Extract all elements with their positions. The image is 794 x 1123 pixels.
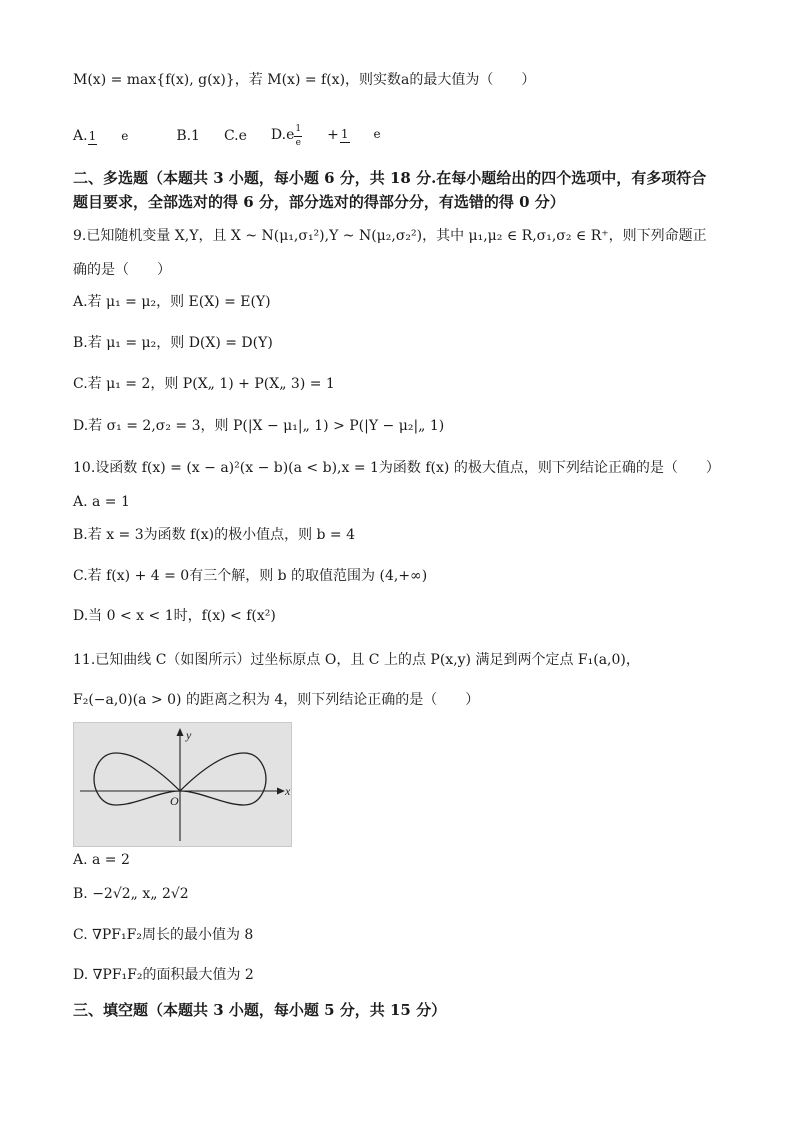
q10-option-c: C.若 f(x) + 4 = 0有三个解，则 b 的取值范围为 (4,+∞): [73, 568, 428, 584]
q8-option-c: C.e: [223, 128, 247, 144]
section2-heading-line2: 题目要求，全部选对的得 6 分，部分选对的得部分分，有选错的得 0 分）: [73, 193, 565, 211]
q11-option-a: A. a = 2: [73, 852, 130, 868]
q10-option-d: D.当 0 < x < 1时，f(x) < f(x²): [73, 608, 276, 624]
q11-stem-line1: 11.已知曲线 C（如图所示）过坐标原点 O，且 C 上的点 P(x,y) 满足到两个定点 F₁(a,0)，: [73, 652, 640, 668]
q10-stem: 10.设函数 f(x) = (x − a)²(x − b)(a < b),x = 1为函数 f(x) 的极大值点，则下列结论正确的是（ ）: [73, 460, 720, 476]
q8-option-d: D.e $^{\frac{1}{e}}$ + 1 e: [270, 123, 381, 148]
q8-options: [73, 118, 429, 154]
lemniscate-figure: [73, 722, 292, 847]
q9-stem-line1: 9.已知随机变量 X,Y，且 X ~ N(μ₁,σ₁²),Y ~ N(μ₂,σ₂²)，其中 μ₁,μ₂ ∈ R,σ₁,σ₂ ∈ R⁺，则下列命题正: [73, 228, 707, 244]
section3-heading: 三、填空题（本题共 3 小题，每小题 5 分，共 15 分）: [73, 1001, 447, 1019]
section2-heading-line1: 二、多选题（本题共 3 小题，每小题 6 分，共 18 分.在每小题给出的四个选项中，有多项符合: [73, 169, 707, 187]
q9-option-a: A.若 μ₁ = μ₂，则 E(X) = E(Y): [73, 294, 271, 310]
q9-option-b: B.若 μ₁ = μ₂，则 D(X) = D(Y): [73, 335, 273, 351]
q11-option-b: B. −2√2„ x„ 2√2: [73, 886, 189, 902]
q9-option-c: C.若 μ₁ = 2，则 P(X„ 1) + P(X„ 3) = 1: [73, 376, 335, 392]
y-axis-label: y: [186, 728, 192, 742]
q11-option-c: C. ∇PF₁F₂周长的最小值为 8: [73, 927, 254, 943]
q8-option-a: A.1 e: [73, 128, 129, 144]
lemniscate-plot: [74, 723, 291, 846]
y-axis-arrow: [177, 728, 184, 736]
origin-label: O: [170, 794, 179, 808]
q9-stem-line2: 确的是（ ）: [73, 262, 171, 278]
q8-option-b: B.1: [176, 128, 200, 144]
q10-option-a: A. a = 1: [73, 494, 130, 510]
q11-option-d: D. ∇PF₁F₂的面积最大值为 2: [73, 967, 254, 983]
q10-option-b: B.若 x = 3为函数 f(x)的极小值点，则 b = 4: [73, 527, 356, 543]
q8-stem: M(x) = max{f(x), g(x)}，若 M(x) = f(x)，则实数a的最大值为（ ）: [73, 72, 536, 88]
q9-option-d: D.若 σ₁ = 2,σ₂ = 3，则 P(|X − μ₁|„ 1) > P(|Y − μ₂|„ 1): [73, 418, 445, 434]
q11-stem-line2: F₂(−a,0)(a > 0) 的距离之积为 4，则下列结论正确的是（ ）: [73, 692, 480, 708]
x-axis-arrow: [277, 788, 285, 795]
x-axis-label: x: [285, 784, 291, 798]
